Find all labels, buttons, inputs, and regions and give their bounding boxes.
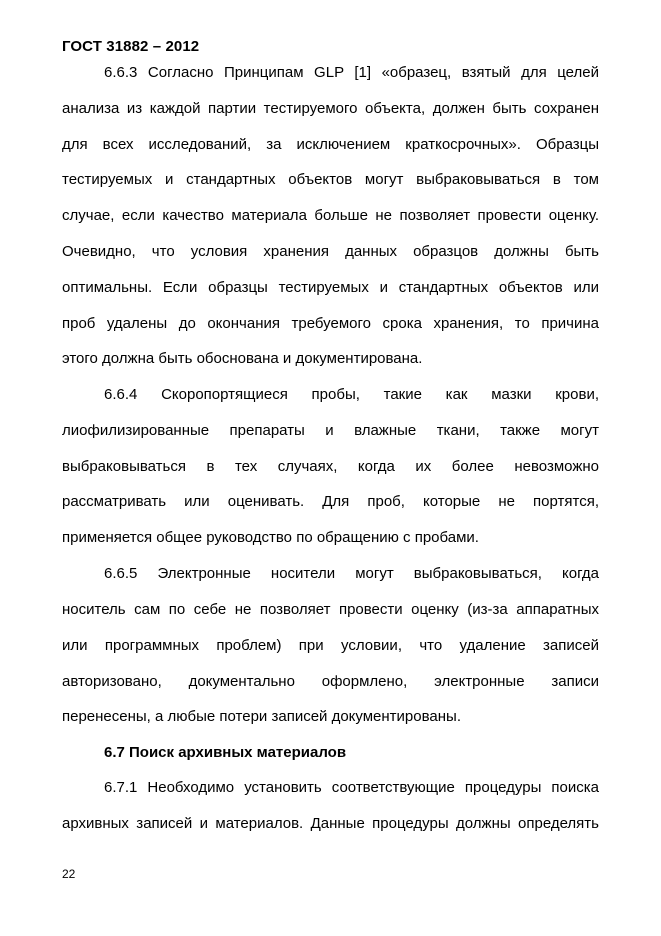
text-line: 6.6.5 Электронные носители могут выбраковываться, когда <box>104 565 599 582</box>
page-number: 22 <box>62 867 76 881</box>
text-line: или программных проблем) при условии, что удаление записей <box>62 637 599 654</box>
text-line: для всех исследований, за исключением краткосрочных». Образцы <box>62 136 599 153</box>
text-line: 6.7.1 Необходимо установить соответствующие процедуры поиска <box>104 779 599 796</box>
document-header: ГОСТ 31882 – 2012 <box>62 38 200 55</box>
text-line: лиофилизированные препараты и влажные ткани, также могут <box>62 422 599 439</box>
text-line: 6.6.4 Скоропортящиеся пробы, такие как мазки крови, <box>104 386 599 403</box>
text-line: анализа из каждой партии тестируемого объекта, должен быть сохранен <box>62 100 599 117</box>
text-line: применяется общее руководство по обращению с пробами. <box>62 529 479 546</box>
text-line: Очевидно, что условия хранения данных образцов должны быть <box>62 243 599 260</box>
text-line: авторизовано, документально оформлено, электронные записи <box>62 673 599 690</box>
section-heading: 6.7 Поиск архивных материалов <box>104 744 347 761</box>
text-line: выбраковываться в тех случаях, когда их более невозможно <box>62 458 599 475</box>
text-line: оптимальны. Если образцы тестируемых и стандартных объектов или <box>62 279 599 296</box>
text-line: носитель сам по себе не позволяет провести оценку (из-за аппаратных <box>62 601 599 618</box>
text-line: 6.6.3 Согласно Принципам GLP [1] «образец, взятый для целей <box>104 64 599 81</box>
text-line: рассматривать или оценивать. Для проб, которые не портятся, <box>62 493 599 510</box>
text-line: случае, если качество материала больше не позволяет провести оценку. <box>62 207 599 224</box>
text-line: проб удалены до окончания требуемого срока хранения, то причина <box>62 315 599 332</box>
text-line: архивных записей и материалов. Данные процедуры должны определять <box>62 815 599 832</box>
text-line: перенесены, а любые потери записей документированы. <box>62 708 461 725</box>
text-line: этого должна быть обоснована и документирована. <box>62 350 423 367</box>
text-line: тестируемых и стандартных объектов могут выбраковываться в том <box>62 171 599 188</box>
